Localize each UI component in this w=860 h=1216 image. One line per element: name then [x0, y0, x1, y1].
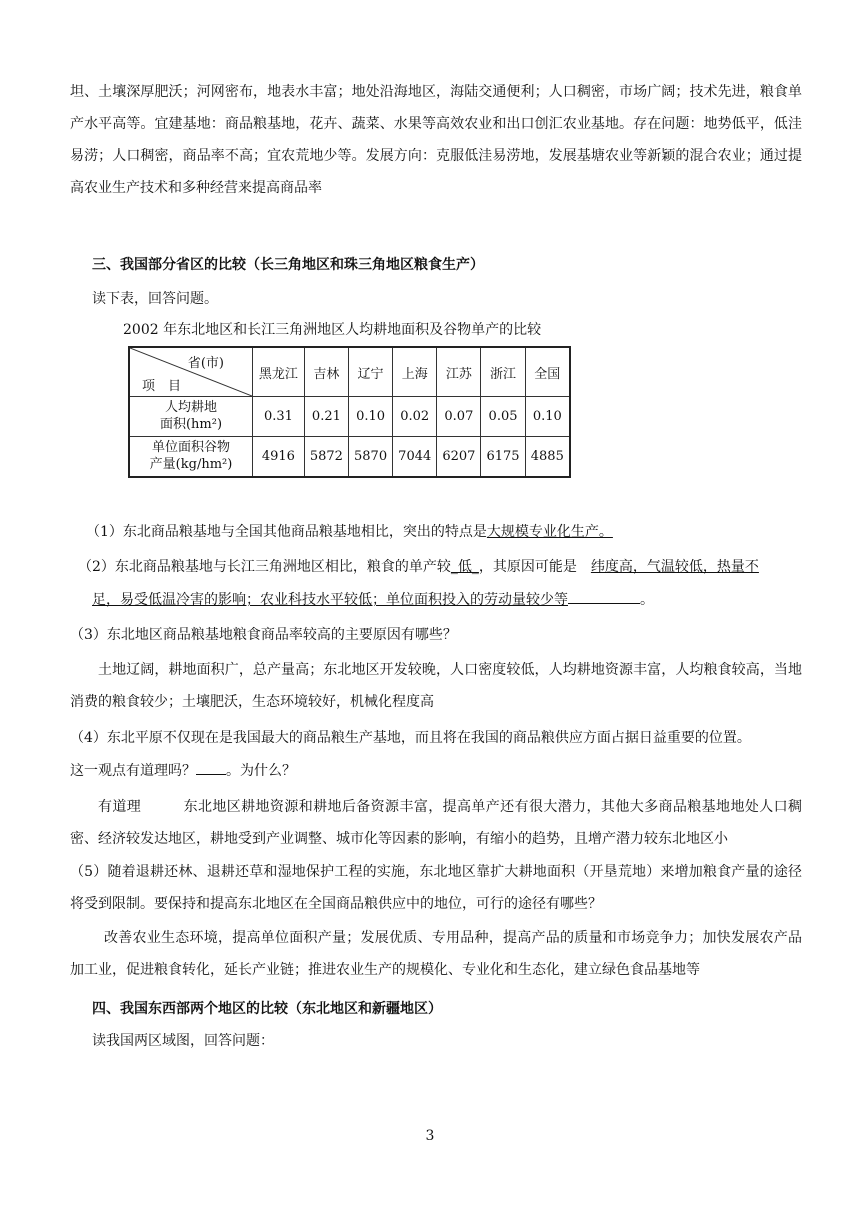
- question-2-continued: 足，易受低温冷害的影响；农业科技水平较低；单位面积投入的劳动量较少等 。: [92, 592, 654, 608]
- col-header: 吉林: [304, 347, 348, 397]
- table-cell: 6175: [481, 436, 525, 477]
- question-2: （2）东北商品粮基地与长江三角洲地区相比，粮食的单产较_低_，其原因可能是 纬度高，气温较低，热量不: [78, 559, 759, 575]
- section-4-instruction: 读我国两区域图，回答问题：: [92, 1033, 274, 1049]
- section-3-instruction: 读下表，回答问题。: [92, 291, 218, 307]
- answer-2-blank: _低_: [450, 559, 479, 575]
- table-cell: 5870: [348, 436, 392, 477]
- table-cell: 5872: [304, 436, 348, 477]
- answer-4: 有道理 东北地区耕地资源和耕地后备资源丰富，提高单产还有很大潜力，其他大多商品粮基地地处人口稠密、经济较发达地区，耕地受到产业调整、城市化等因素的影响，有缩小的趋势，且增产潜力较东北地区小: [70, 799, 803, 847]
- question-3: （3）东北地区商品粮基地粮食商品率较高的主要原因有哪些？: [70, 627, 457, 643]
- section-4-heading: 四、我国东西部两个地区的比较（东北地区和新疆地区）: [92, 1001, 442, 1017]
- row-header: 单位面积谷物 产量(kg/hm²): [129, 436, 253, 477]
- answer-2-line-1: 纬度高，气温较低，热量不: [590, 559, 759, 575]
- comparison-table: [128, 346, 571, 478]
- table-corner-cell: [129, 347, 253, 397]
- question-4-line-2: 这一观点有道理吗？ 。为什么？: [70, 763, 296, 779]
- intro-paragraph: 坦、土壤深厚肥沃；河网密布，地表水丰富；地处沿海地区，海陆交通便利；人口稠密，市场广阔；技术先进，粮食单产水平高等。宜建基地：商品粮基地，花卉、蔬菜、水果等高效农业和出口创汇农业基地。存在问题：地势低平，低洼易涝；人口稠密，商品率不高；宜农荒地少等。发展方向：克服低洼易涝地，发展基塘农业等新颖的混合农业；通过提高农业生产技术和多种经营来提高商品率: [70, 84, 802, 196]
- table-caption: 2002 年东北地区和长江三角洲地区人均耕地面积及谷物单产的比较: [123, 322, 542, 338]
- col-header: 浙江: [481, 347, 525, 397]
- row-header: 人均耕地 面积(hm²): [129, 397, 253, 437]
- table-cell: 0.07: [437, 397, 481, 437]
- table-cell: 0.31: [253, 397, 305, 437]
- answer-1: 大规模专业化生产。: [486, 524, 613, 540]
- col-header: 上海: [393, 347, 437, 397]
- table-header-row: [129, 347, 570, 397]
- col-header: 辽宁: [348, 347, 392, 397]
- corner-top-label: 省(市): [187, 356, 224, 371]
- page-number: 3: [425, 1128, 435, 1144]
- answer-blank: [196, 774, 226, 775]
- question-4-line-1: （4）东北平原不仅现在是我国最大的商品粮生产基地，而且将在我国的商品粮供应方面占据日益重要的位置。: [70, 730, 751, 746]
- table-cell: 0.10: [525, 397, 570, 437]
- answer-3: 土地辽阔，耕地面积广，总产量高；东北地区开发较晚，人口密度较低，人均耕地资源丰富，人均粮食较高，当地消费的粮食较少；土壤肥沃，生态环境较好，机械化程度高: [70, 662, 802, 710]
- col-header: 黑龙江: [253, 347, 305, 397]
- table-cell: 0.10: [348, 397, 392, 437]
- question-5: （5）随着退耕还林、退耕还草和湿地保护工程的实施，东北地区靠扩大耕地面积（开垦荒地）来增加粮食产量的途径将受到限制。要保持和提高东北地区在全国商品粮供应中的地位，可行的途径有哪些？: [70, 864, 802, 912]
- corner-bottom-label: 项 目: [142, 379, 182, 394]
- table-cell: 0.21: [304, 397, 348, 437]
- table-cell: 4916: [253, 436, 305, 477]
- answer-5: 改善农业生态环境，提高单位面积产量；发展优质、专用品种，提高产品的质量和市场竞争力；加快发展农产品加工业，促进粮食转化，延长产业链；推进农业生产的规模化、专业化和生态化，建立绿色食品基地等: [70, 930, 802, 978]
- col-header: 江苏: [437, 347, 481, 397]
- table-row: [129, 397, 570, 437]
- table-cell: 0.05: [481, 397, 525, 437]
- answer-blank: [568, 603, 640, 604]
- col-header: 全国: [525, 347, 570, 397]
- table-cell: 6207: [437, 436, 481, 477]
- answer-2-line-2: 足，易受低温冷害的影响；农业科技水平较低；单位面积投入的劳动量较少等: [92, 592, 568, 608]
- question-1: （1）东北商品粮基地与全国其他商品粮基地相比，突出的特点是大规模专业化生产。: [86, 524, 613, 540]
- table-cell: 4885: [525, 436, 570, 477]
- table-cell: 7044: [393, 436, 437, 477]
- section-3-heading: 三、我国部分省区的比较（长三角地区和珠三角地区粮食生产）: [92, 257, 484, 273]
- table-cell: 0.02: [393, 397, 437, 437]
- table-row: [129, 436, 570, 477]
